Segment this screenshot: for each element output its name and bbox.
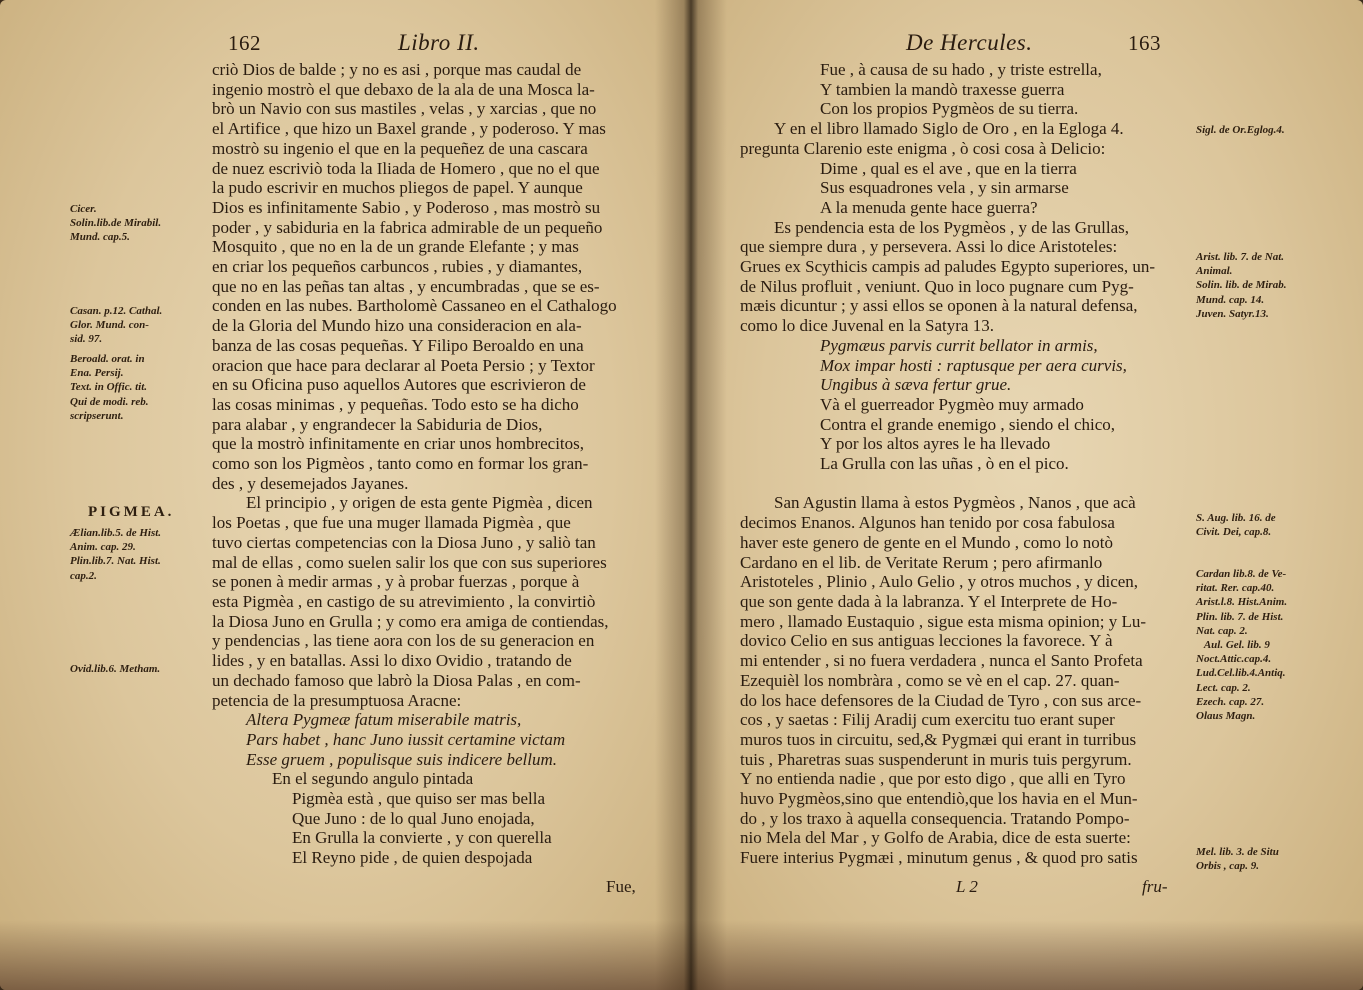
text-line: en criar los pequeños carbuncos , rubies , y diamantes, xyxy=(212,257,583,277)
text-line: El Reyno pide , de quien despojada xyxy=(292,848,533,868)
margin-note: Sigl. de Or.Eglog.4. xyxy=(1196,124,1285,136)
text-line: que siempre dura , y persevera. Assi lo dice Aristoteles: xyxy=(740,237,1118,257)
left-running-head: Libro II. xyxy=(398,30,480,55)
text-line: Fue , à causa de su hado , y triste estrella, xyxy=(820,60,1102,79)
text-line: que no en las peñas tan altas , y encumbradas , que se es- xyxy=(212,276,600,296)
text-line: Altera Pygmeæ fatum miserabile matris, xyxy=(246,710,522,730)
margin-note: Cicer. Solin.lib.de Mirabil. Mund. cap.5. xyxy=(70,203,162,244)
text-line: esta Pigmèa , en castigo de su atrevimiento , la convirtiò xyxy=(212,591,596,611)
text-line: Y no entienda nadie , que por esto digo , que alli en Tyro xyxy=(740,769,1126,789)
margin-note: Mel. lib. 3. de Situ Orbis , cap. 9. xyxy=(1196,846,1279,873)
text-line: Contra el grande enemigo , siendo el chico, xyxy=(820,414,1116,434)
text-line: haver este genero de gente en el Mundo , como lo notò xyxy=(740,532,1113,552)
text-line: la Diosa Juno en Grulla ; y como era amiga de contiendas, xyxy=(212,611,609,631)
text-line: Que Juno : de lo qual Juno enojada, xyxy=(292,808,535,828)
text-line: oracion que hace para declarar al Poeta Persio ; y Textor xyxy=(212,355,595,375)
text-line: como son los Pigmèos , tanto como en formar los gran- xyxy=(212,454,589,474)
text-line: Và el guerreador Pygmèo muy armado xyxy=(820,394,1084,414)
margin-heading: PIGMEA. xyxy=(88,504,175,520)
margin-note: Cardan lib.8. de Ve- ritat. Rer. cap.40. Arist.l.8. Hist.Anim. Plin. lib. 7. de Hist. Nat. cap. 2. Aul. Gel. lib. 9 Noct.Attic.cap.4. Lud.Cel.lib.4.Antiq. Lect. cap. 2. Ezech. cap. 27. Olaus Magn. xyxy=(1196,568,1288,723)
text-line: lides , y en batallas. Assi lo dixo Ovidio , tratando de xyxy=(212,651,572,671)
text-line xyxy=(740,474,1186,494)
text-line: tuis , Pharetras suas suspenderunt in muris tuis pergyrum. xyxy=(740,749,1132,769)
text-line: Y en el libro llamado Siglo de Oro , en la Egloga 4. xyxy=(774,119,1124,139)
text-line: Dime , qual es el ave , que en la tierra xyxy=(820,158,1077,178)
text-line: Mox impar hosti : raptusque per aera curvis, xyxy=(820,355,1127,375)
text-line: para alabar , y engrandecer la Sabiduria de Dios, xyxy=(212,414,543,434)
text-line: las cosas minimas , y pequeñas. Todo esto se ha dicho xyxy=(212,394,579,414)
text-line: Pars habet , hanc Juno iussit certamine victam xyxy=(246,729,566,749)
text-line: se ponen à medir armas , y à probar fuerzas , porque à xyxy=(212,572,580,592)
text-line: Pigmèa està , que quiso ser mas bella xyxy=(292,789,546,809)
text-line: decimos Enanos. Algunos han tenido por cosa fabulosa xyxy=(740,513,1115,533)
text-line: La Grulla con las uñas , ò en el pico. xyxy=(820,454,1069,474)
text-line: Dios es infinitamente Sabio , y Poderoso , mas mostrò su xyxy=(212,197,601,217)
text-line: de nuez escriviò toda la Iliada de Homero , que no el que xyxy=(212,158,600,178)
text-line: pregunta Clarenio este enigma , ò cosi cosa à Delicio: xyxy=(740,138,1106,158)
text-line: poder , y sabiduria en la fabrica admirable de un pequeño xyxy=(212,217,603,237)
text-line: Pygmæus parvis currit bellator in armis, xyxy=(820,335,1098,355)
text-line: dovico Celio en sus antiguas lecciones la favorece. Y à xyxy=(740,631,1113,651)
text-line: en su Oficina puso aquellos Autores que escrivieron de xyxy=(212,375,586,395)
text-line: mal de ellas , como suelen salir los que con sus superiores xyxy=(212,552,607,572)
text-line: conden en las nubes. Bartholomè Cassaneo en el Cathalogo xyxy=(212,296,617,316)
text-line: y pendencias , las tiene aora con los de su generacion en xyxy=(212,631,595,651)
text-line: el Artifice , que hizo un Baxel grande , y poderoso. Y mas xyxy=(212,119,606,139)
text-line: Aristoteles , Plinio , Aulo Gelio , y otros muchos , y dicen, xyxy=(740,572,1139,592)
text-line: un dechado famoso que labrò la Diosa Palas , en com- xyxy=(212,670,581,690)
right-page-number: 163 xyxy=(1128,31,1161,55)
margin-note: Ælian.lib.5. de Hist. Anim. cap. 29. Plin.lib.7. Nat. Hist. cap.2. xyxy=(70,527,162,582)
text-line: des , y desemejados Jayanes. xyxy=(212,473,409,493)
text-line: Con los propios Pygmèos de su tierra. xyxy=(820,99,1079,119)
text-line: Es pendencia esta de los Pygmèos , y de las Grullas, xyxy=(774,217,1130,237)
page-edge-shadow xyxy=(0,920,688,990)
right-running-head: De Hercules. xyxy=(906,30,1033,55)
text-line: banza de las cosas pequeñas. Y Filipo Beroaldo en una xyxy=(212,335,584,355)
text-line: como lo dice Juvenal en la Satyra 13. xyxy=(740,316,994,336)
text-line: Grues ex Scythicis campis ad paludes Egypto superiores, un- xyxy=(740,257,1155,277)
right-page xyxy=(688,0,1363,990)
text-line: que son gente dada à la labranza. Y el Interprete de Ho- xyxy=(740,591,1118,611)
text-line: mi entender , si no fuera verdadera , nunca el Santo Profeta xyxy=(740,651,1143,671)
text-line: Esse gruem , populisque suis indicere bellum. xyxy=(246,749,557,769)
text-line: criò Dios de balde ; y no es asi , porque mas caudal de xyxy=(212,60,582,79)
right-catchword: fru- xyxy=(1142,877,1168,896)
text-line: la pudo escrivir en muchos pliegos de papel. Y aunque xyxy=(212,178,583,198)
text-line: mero , llamado Eustaquio , sigue esta misma opinion; y Lu- xyxy=(740,611,1147,631)
text-line: mostrò su ingenio el que en la pequeñez de una cascara xyxy=(212,138,588,158)
margin-note: S. Aug. lib. 16. de Civit. Dei, cap.8. xyxy=(1196,512,1276,539)
text-line: muros tuos in circuitu, sed,& Pygmæi qui erant in turribus xyxy=(740,729,1137,749)
text-line: de Nilus profluit , veniunt. Quo in loco pugnare cum Pyg- xyxy=(740,276,1134,296)
text-line: huvo Pygmèos,sino que entendiò,que los havia en el Mun- xyxy=(740,789,1138,809)
text-line: de la Gloria del Mundo hizo una consideracion en ala- xyxy=(212,316,582,336)
text-line: San Agustin llama à estos Pygmèos , Nanos , que acà xyxy=(774,493,1136,513)
text-line: Y tambien la mandò traxesse guerra xyxy=(820,79,1065,99)
text-line: petencia de la presumptuosa Aracne: xyxy=(212,690,462,710)
text-line: Fuere interius Pygmæi , minutum genus , & quod pro satis xyxy=(740,848,1138,868)
margin-note: Ovid.lib.6. Metham. xyxy=(70,663,161,675)
margin-note: Beroald. orat. in Ena. Persij. Text. in Offic. tit. Qui de modi. reb. scripserunt. xyxy=(70,353,149,422)
text-line: Y por los altos ayres le ha llevado xyxy=(820,434,1051,454)
text-line: do , y los traxo à aquella consequencia. Tratando Pompo- xyxy=(740,808,1130,828)
text-line: cos , y saetas : Filij Aradij cum exercitu tuo erant super xyxy=(740,710,1115,730)
margin-note: Casan. p.12. Cathal. Glor. Mund. con- sid. 97. xyxy=(70,305,163,346)
text-line: tuvo ciertas competencias con la Diosa Juno , y saliò tan xyxy=(212,532,596,552)
left-catchword: Fue, xyxy=(606,877,636,896)
text-line: A la menuda gente hace guerra? xyxy=(820,197,1038,217)
text-line: Cardano en el lib. de Veritate Rerum ; pero afirmanlo xyxy=(740,552,1103,572)
left-page-number: 162 xyxy=(228,31,261,55)
text-line: brò un Navio con sus mastiles , velas , y xarcias , que no xyxy=(212,99,597,119)
text-line: ingenio mostrò el que debaxo de la ala de una Mosca la- xyxy=(212,79,595,99)
text-line: que la mostrò infinitamente en criar unos hombrecitos, xyxy=(212,434,585,454)
right-body-text xyxy=(740,60,1186,868)
text-line: Mosquito , que no en la de un grande Elefante ; y mas xyxy=(212,237,579,257)
text-line: Ungibus à sæva fertur grue. xyxy=(820,375,1012,395)
text-line: do los hace defensores de la Ciudad de Tyro , con sus arce- xyxy=(740,690,1142,710)
text-line: El principio , y origen de esta gente Pigmèa , dicen xyxy=(246,493,593,513)
margin-note: Arist. lib. 7. de Nat. Animal. Solin. lib. de Mirab. Mund. cap. 14. Juven. Satyr.13. xyxy=(1196,251,1287,320)
text-line: En el segundo angulo pintada xyxy=(272,769,474,789)
left-body-text xyxy=(212,60,660,868)
text-line: nio Mela del Mar , y Golfo de Arabia, dice de esta suerte: xyxy=(740,828,1131,848)
text-line: los Poetas , que fue una muger llamada Pigmèa , que xyxy=(212,513,571,533)
text-line: Sus esquadrones vela , y sin armarse xyxy=(820,178,1069,198)
page-edge-shadow xyxy=(688,920,1363,990)
text-line: Ezequièl los nombràra , como se vè en el cap. 27. quan- xyxy=(740,670,1120,690)
text-line: mæis dicuntur ; y assi ellos se oponen à la natural defensa, xyxy=(740,296,1138,316)
signature-mark: L 2 xyxy=(956,877,978,896)
text-line: En Grulla la convierte , y con querella xyxy=(292,828,552,848)
